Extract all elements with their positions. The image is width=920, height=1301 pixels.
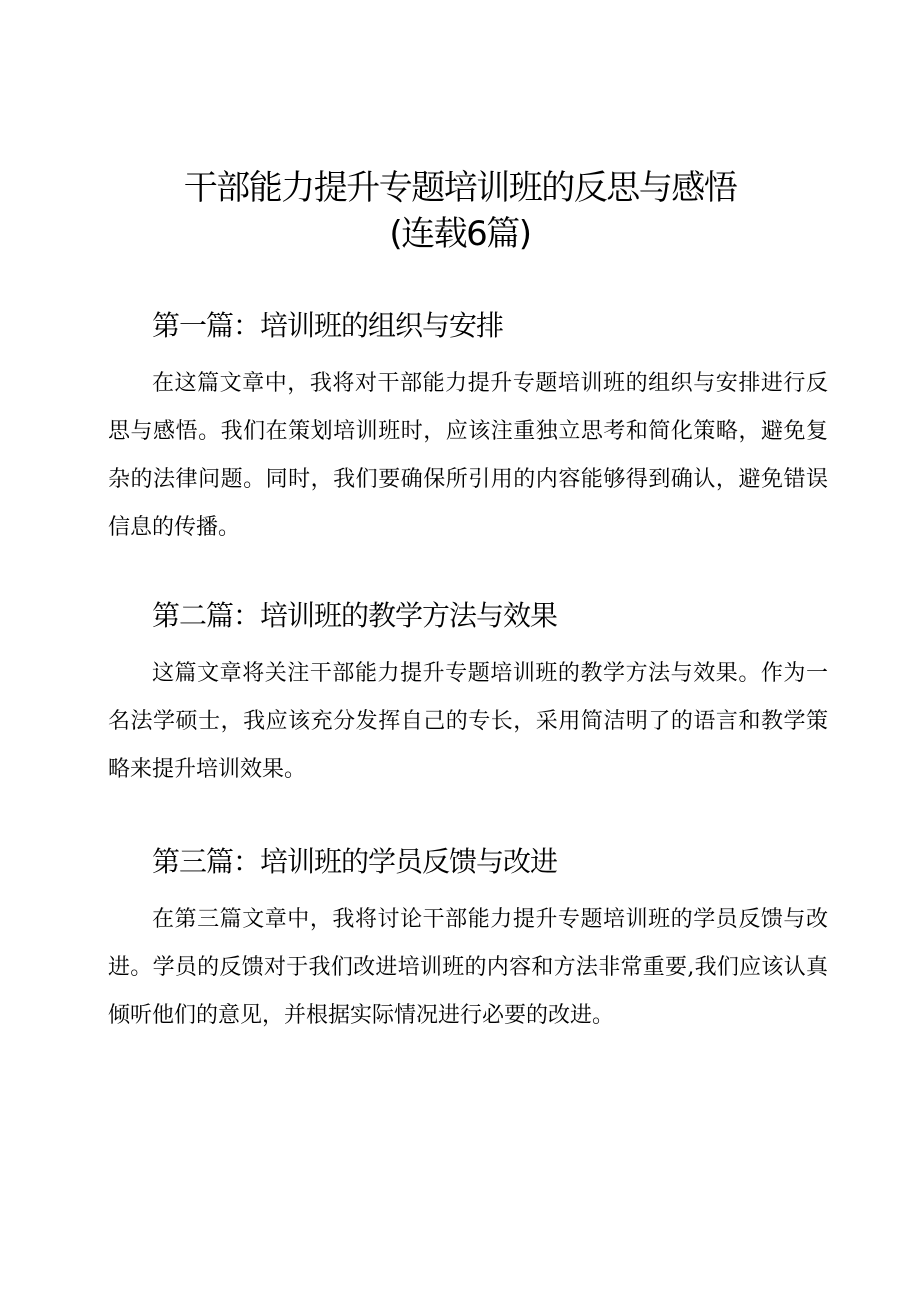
section-3 (108, 842, 828, 1040)
document-subtitle: (连载6篇) (389, 214, 531, 254)
section-2 (108, 596, 828, 794)
section-heading: 第一篇：培训班的组织与安排 (152, 309, 504, 342)
section-heading: 第三篇：培训班的学员反馈与改进 (152, 845, 558, 878)
section-1 (108, 306, 828, 552)
section-paragraph: 在第三篇文章中，我将讨论干部能力提升专题培训班的学员反馈与改进。学员的反馈对于我们改进培训班的内容和方法非常重要,我们应该认真倾听他们的意见，并根据实际情况进行必要的改进。 (108, 907, 828, 1028)
document-title: 干部能力提升专题培训班的反思与感悟 (183, 168, 737, 208)
section-paragraph: 在这篇文章中，我将对干部能力提升专题培训班的组织与安排进行反思与感悟。我们在策划培训班时，应该注重独立思考和简化策略，避免复杂的法律问题。同时，我们要确保所引用的内容能够得到确认，避免错误信息的传播。 (108, 371, 828, 540)
section-paragraph: 这篇文章将关注干部能力提升专题培训班的教学方法与效果。作为一名法学硕士，我应该充分发挥自己的专长，采用简洁明了的语言和教学策略来提升培训效果。 (108, 661, 828, 782)
section-heading: 第二篇：培训班的教学方法与效果 (152, 599, 558, 632)
